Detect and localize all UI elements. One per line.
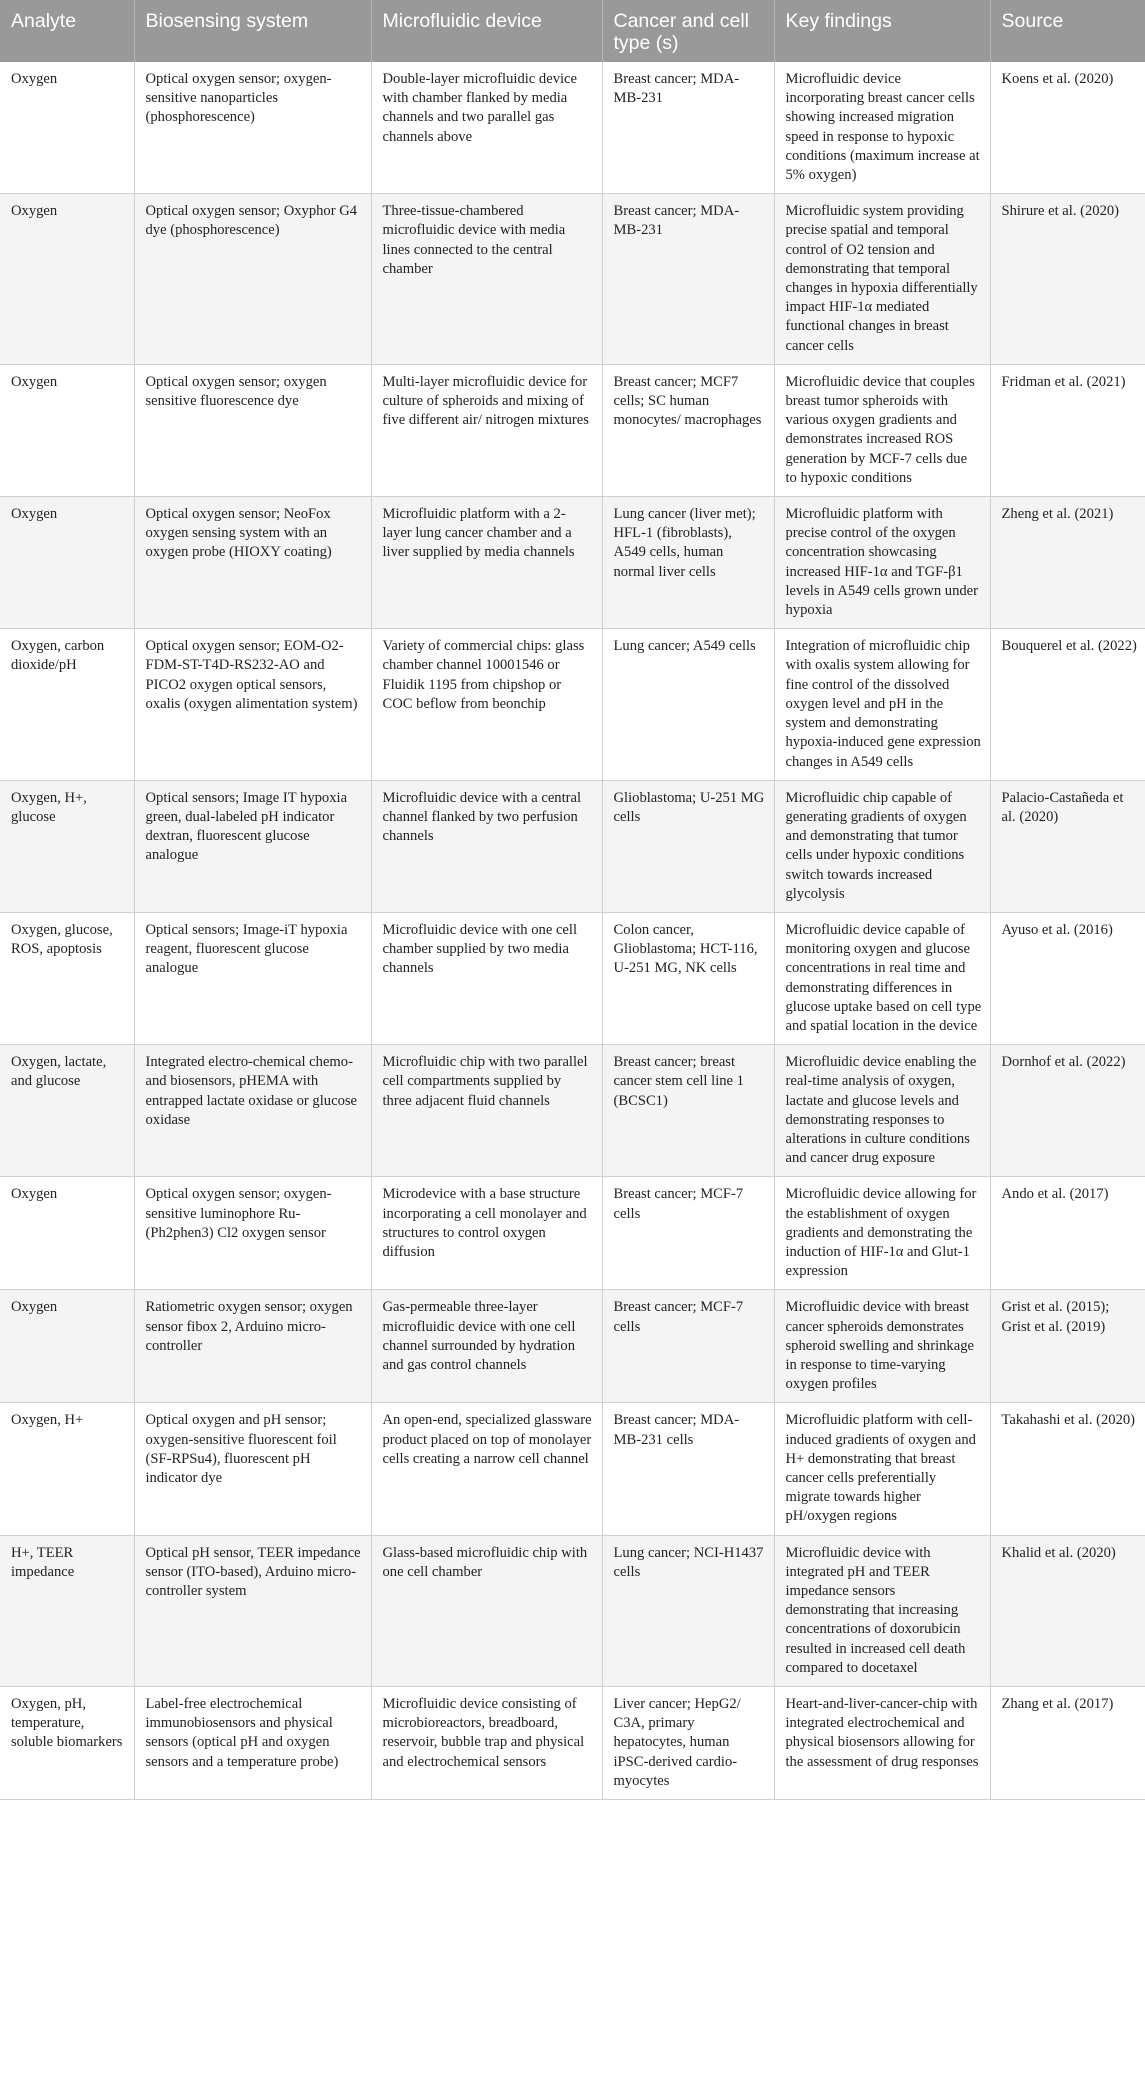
cancer-cell-type-cell: Breast cancer; MDA-MB-231 cells [602,1403,774,1535]
key-findings-cell: Microfluidic device with breast cancer spheroids demonstrates spheroid swelling and shrinkage in response to time-varying oxygen profiles [774,1290,990,1403]
table-row [0,194,1145,365]
header-row [0,0,1145,62]
table-row [0,1535,1145,1686]
biosensing-system-cell: Integrated electro-chemical chemo- and biosensors, pHEMA with entrapped lactate oxidase or glucose oxidase [134,1045,371,1177]
cancer-cell-type-cell: Liver cancer; HepG2/ C3A, primary hepatocytes, human iPSC-derived cardio-myocytes [602,1687,774,1800]
microfluidic-device-cell: Microdevice with a base structure incorporating a cell monolayer and structures to control oxygen diffusion [371,1177,602,1290]
analyte-cell: Oxygen, lactate, and glucose [0,1045,134,1177]
analyte-cell: Oxygen, carbon dioxide/pH [0,629,134,780]
table-row [0,780,1145,912]
key-findings-cell: Microfluidic system providing precise spatial and temporal control of O2 tension and demonstrating that temporal changes in hypoxia differentially impact HIF-1α mediated functional changes in breast cancer cells [774,194,990,365]
table-row [0,912,1145,1044]
microfluidic-device-cell: Microfluidic chip with two parallel cell compartments supplied by three adjacent fluid channels [371,1045,602,1177]
analyte-cell: Oxygen [0,194,134,365]
biosensing-system-cell: Optical oxygen and pH sensor; oxygen-sensitive fluorescent foil (SF-RPSu4), fluorescent pH indicator dye [134,1403,371,1535]
microfluidic-device-cell: Microfluidic platform with a 2-layer lung cancer chamber and a liver supplied by media channels [371,497,602,629]
table-row [0,1290,1145,1403]
table-body [0,62,1145,1800]
biosensing-system-cell: Optical oxygen sensor; oxygen-sensitive nanoparticles (phosphorescence) [134,62,371,194]
source-cell: Zheng et al. (2021) [990,497,1145,629]
source-cell: Ando et al. (2017) [990,1177,1145,1290]
analyte-cell: Oxygen [0,1290,134,1403]
source-cell: Takahashi et al. (2020) [990,1403,1145,1535]
biosensing-system-cell: Optical oxygen sensor; EOM-O2-FDM-ST-T4D-RS232-AO and PICO2 oxygen optical sensors, oxalis (oxygen alimentation system) [134,629,371,780]
source-cell: Shirure et al. (2020) [990,194,1145,365]
microfluidic-device-cell: Microfluidic device with a central channel flanked by two perfusion channels [371,780,602,912]
key-findings-cell: Integration of microfluidic chip with oxalis system allowing for fine control of the dissolved oxygen level and pH in the system and demonstrating hypoxia-induced gene expression changes in A549 cells [774,629,990,780]
header-analyte: Analyte [0,0,134,62]
key-findings-cell: Microfluidic device enabling the real-time analysis of oxygen, lactate and glucose levels and demonstrating responses to alterations in culture conditions and cancer drug exposure [774,1045,990,1177]
table-row [0,1403,1145,1535]
analyte-cell: Oxygen, pH, temperature, soluble biomarkers [0,1687,134,1800]
microfluidic-device-cell: An open-end, specialized glassware product placed on top of monolayer cells creating a narrow cell channel [371,1403,602,1535]
cancer-cell-type-cell: Colon cancer, Glioblastoma; HCT-116, U-251 MG, NK cells [602,912,774,1044]
table-row [0,62,1145,194]
biosensing-system-cell: Optical oxygen sensor; oxygen-sensitive luminophore Ru-(Ph2phen3) Cl2 oxygen sensor [134,1177,371,1290]
header-biosensing-system: Biosensing system [134,0,371,62]
microfluidic-device-cell: Microfluidic device consisting of microbioreactors, breadboard, reservoir, bubble trap and physical and electrochemical sensors [371,1687,602,1800]
header-source: Source [990,0,1145,62]
biosensing-system-cell: Optical oxygen sensor; NeoFox oxygen sensing system with an oxygen probe (HIOXY coating) [134,497,371,629]
source-cell: Dornhof et al. (2022) [990,1045,1145,1177]
biosensing-system-cell: Optical pH sensor, TEER impedance sensor (ITO-based), Arduino micro-controller system [134,1535,371,1686]
source-cell: Zhang et al. (2017) [990,1687,1145,1800]
microfluidic-device-cell: Three-tissue-chambered microfluidic device with media lines connected to the central chamber [371,194,602,365]
key-findings-cell: Microfluidic device capable of monitoring oxygen and glucose concentrations in real time and demonstrating differences in glucose uptake based on cell type and spatial location in the device [774,912,990,1044]
cancer-cell-type-cell: Breast cancer; MCF-7 cells [602,1177,774,1290]
analyte-cell: Oxygen [0,62,134,194]
source-cell: Bouquerel et al. (2022) [990,629,1145,780]
key-findings-cell: Microfluidic device incorporating breast cancer cells showing increased migration speed in response to hypoxic conditions (maximum increase at 5% oxygen) [774,62,990,194]
key-findings-cell: Microfluidic device that couples breast tumor spheroids with various oxygen gradients and demonstrates increased ROS generation by MCF-7 cells due to hypoxic conditions [774,364,990,496]
table-row [0,1177,1145,1290]
biosensing-system-cell: Optical sensors; Image-iT hypoxia reagent, fluorescent glucose analogue [134,912,371,1044]
key-findings-cell: Microfluidic chip capable of generating gradients of oxygen and demonstrating that tumor cells under hypoxic conditions switch towards increased glycolysis [774,780,990,912]
cancer-cell-type-cell: Breast cancer; MCF7 cells; SC human monocytes/ macrophages [602,364,774,496]
table-header [0,0,1145,62]
microfluidic-device-cell: Double-layer microfluidic device with chamber flanked by media channels and two parallel gas channels above [371,62,602,194]
source-cell: Grist et al. (2015); Grist et al. (2019) [990,1290,1145,1403]
analyte-cell: Oxygen [0,497,134,629]
microfluidic-device-cell: Multi-layer microfluidic device for culture of spheroids and mixing of five different air/ nitrogen mixtures [371,364,602,496]
key-findings-cell: Microfluidic device with integrated pH and TEER impedance sensors demonstrating that increasing concentrations of doxorubicin resulted in increased cell death compared to docetaxel [774,1535,990,1686]
microfluidic-device-cell: Glass-based microfluidic chip with one cell chamber [371,1535,602,1686]
key-findings-cell: Microfluidic platform with precise control of the oxygen concentration showcasing increased HIF-1α and TGF-β1 levels in A549 cells grown under hypoxia [774,497,990,629]
biosensing-system-cell: Optical sensors; Image IT hypoxia green, dual-labeled pH indicator dextran, fluorescent glucose analogue [134,780,371,912]
header-key-findings: Key findings [774,0,990,62]
table-row [0,364,1145,496]
table-row [0,1045,1145,1177]
source-cell: Ayuso et al. (2016) [990,912,1145,1044]
biosensing-system-cell: Ratiometric oxygen sensor; oxygen sensor fibox 2, Arduino micro-controller [134,1290,371,1403]
analyte-cell: Oxygen, H+, glucose [0,780,134,912]
key-findings-cell: Microfluidic platform with cell-induced gradients of oxygen and H+ demonstrating that breast cancer cells preferentially migrate towards higher pH/oxygen regions [774,1403,990,1535]
cancer-cell-type-cell: Breast cancer; MDA-MB-231 [602,194,774,365]
microfluidic-device-cell: Variety of commercial chips: glass chamber channel 10001546 or Fluidik 1195 from chipshop or COC beflow from beonchip [371,629,602,780]
analyte-cell: Oxygen, H+ [0,1403,134,1535]
table-row [0,497,1145,629]
cancer-cell-type-cell: Breast cancer; breast cancer stem cell line 1 (BCSC1) [602,1045,774,1177]
cancer-cell-type-cell: Breast cancer; MCF-7 cells [602,1290,774,1403]
cancer-cell-type-cell: Lung cancer; NCI-H1437 cells [602,1535,774,1686]
analyte-cell: Oxygen [0,1177,134,1290]
microfluidic-device-cell: Gas-permeable three-layer microfluidic device with one cell channel surrounded by hydration and gas control channels [371,1290,602,1403]
microfluidic-device-cell: Microfluidic device with one cell chamber supplied by two media channels [371,912,602,1044]
table-row [0,1687,1145,1800]
table-row [0,629,1145,780]
analyte-cell: H+, TEER impedance [0,1535,134,1686]
biosensing-system-cell: Optical oxygen sensor; oxygen sensitive fluorescence dye [134,364,371,496]
header-microfluidic-device: Microfluidic device [371,0,602,62]
key-findings-cell: Heart-and-liver-cancer-chip with integrated electrochemical and physical biosensors allowing for the assessment of drug responses [774,1687,990,1800]
biosensing-system-cell: Label-free electrochemical immunobiosensors and physical sensors (optical pH and oxygen sensors and a temperature probe) [134,1687,371,1800]
cancer-cell-type-cell: Lung cancer; A549 cells [602,629,774,780]
cancer-cell-type-cell: Lung cancer (liver met); HFL-1 (fibroblasts), A549 cells, human normal liver cells [602,497,774,629]
source-cell: Palacio-Castañeda et al. (2020) [990,780,1145,912]
analyte-cell: Oxygen, glucose, ROS, apoptosis [0,912,134,1044]
header-cancer-cell-type: Cancer and cell type (s) [602,0,774,62]
key-findings-cell: Microfluidic device allowing for the establishment of oxygen gradients and demonstrating the induction of HIF-1α and Glut-1 expression [774,1177,990,1290]
biosensing-system-cell: Optical oxygen sensor; Oxyphor G4 dye (phosphorescence) [134,194,371,365]
source-cell: Koens et al. (2020) [990,62,1145,194]
source-cell: Khalid et al. (2020) [990,1535,1145,1686]
analyte-cell: Oxygen [0,364,134,496]
source-cell: Fridman et al. (2021) [990,364,1145,496]
cancer-cell-type-cell: Glioblastoma; U-251 MG cells [602,780,774,912]
cancer-cell-type-cell: Breast cancer; MDA-MB-231 [602,62,774,194]
